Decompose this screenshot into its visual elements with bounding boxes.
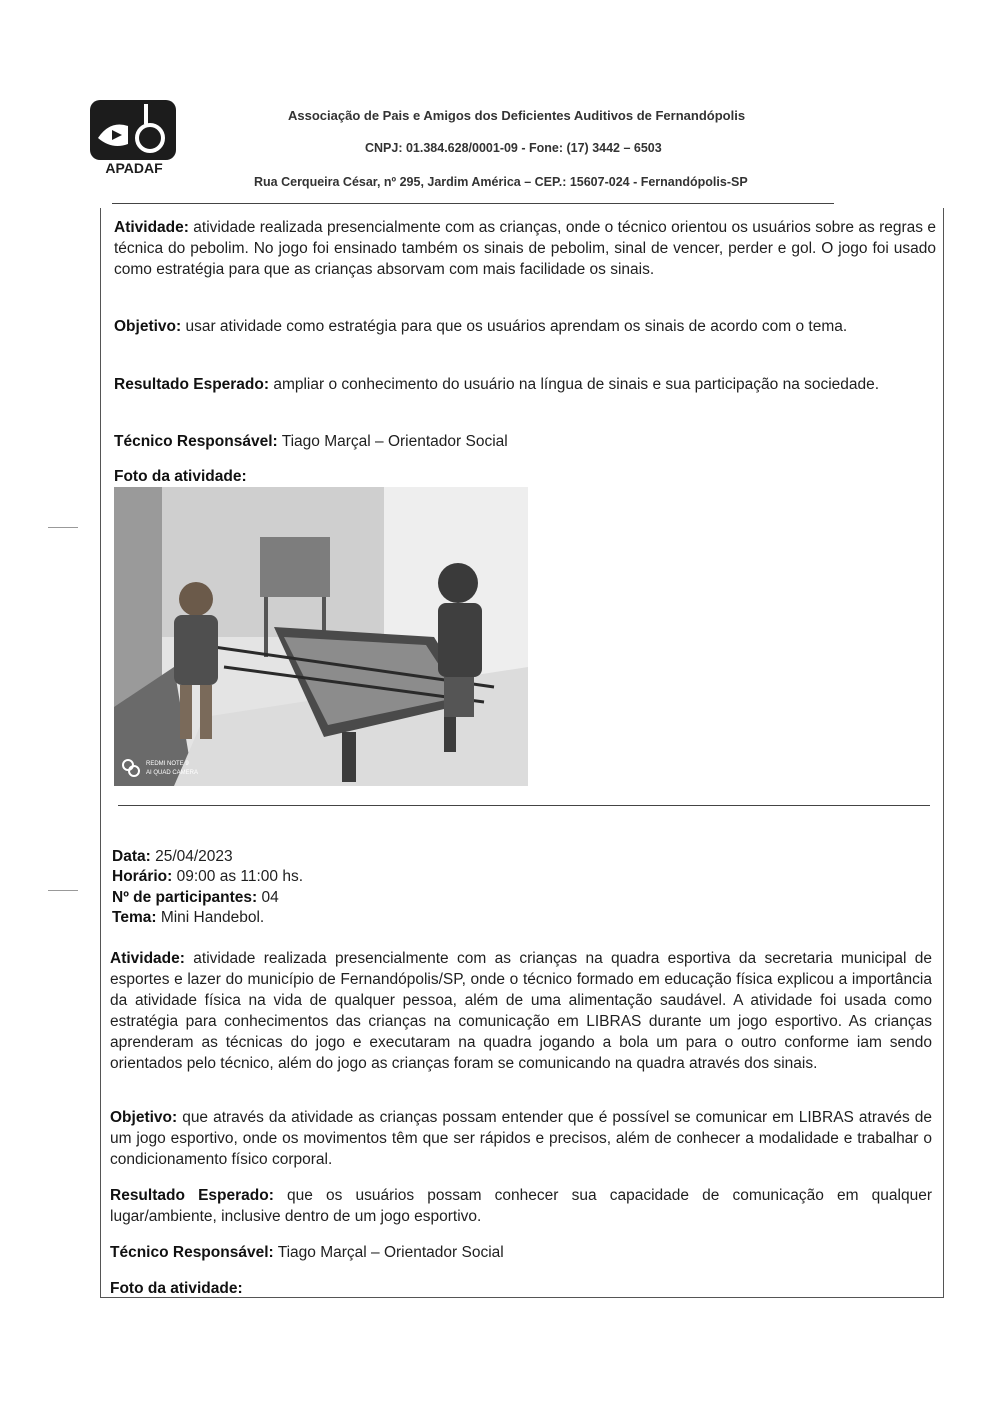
activity1-technician	[114, 431, 508, 452]
activity2-technician	[110, 1242, 504, 1263]
atividade-text: atividade realizada presencialmente com as crianças na quadra esportiva da secretaria municipal de esportes e lazer do município de Fernandópolis/SP, onde o técnico formado em educação física explicou a importância da atividade física na vida de qualquer pessoa, além de uma alimentação saudável. A atividade foi usada como estratégia para conhecimentos das crianças na comunicação em LIBRAS durante um jogo esportivo. As crianças aprenderam as técnicas do jogo e executaram na quadra jogando a bola um para o outro conforme iam sendo orientados pelo técnico, além do jogo as crianças foram se comunicando na quadra através dos sinais.	[110, 950, 932, 1072]
activity2-photo-label: Foto da atividade:	[110, 1280, 243, 1297]
objetivo-label: Objetivo:	[110, 1109, 178, 1126]
header-divider	[112, 203, 834, 204]
activity-photo	[114, 487, 528, 786]
logo-text: APADAF	[105, 160, 163, 176]
photo-watermark-line2: AI QUAD CAMERA	[146, 770, 199, 776]
address-line: Rua Cerqueira César, nº 295, Jardim América – CEP.: 15607-024 - Fernandópolis-SP	[254, 175, 748, 189]
activity1-expected-result	[114, 374, 936, 395]
objetivo-text: usar atividade como estratégia para que os usuários aprendam os sinais de acordo com o tema.	[181, 318, 848, 335]
resultado-text: que os usuários possam conhecer sua capacidade de comunicação em qualquer lugar/ambiente, inclusive dentro de um jogo esportivo.	[110, 1187, 932, 1225]
activity1-description	[114, 217, 936, 280]
activity2-theme: Tema: Mini Handebol.	[112, 909, 265, 926]
activity2-expected-result	[110, 1185, 932, 1227]
activity1-objective	[114, 316, 936, 337]
activity2-participants: Nº de participantes: 04	[112, 889, 279, 906]
atividade-text: atividade realizada presencialmente com as crianças, onde o técnico orientou os usuários sobre as regras e técnica do pebolim. No jogo foi ensinado também os sinais de pebolim, sinal de vencer, perder e gol. O jogo foi usado como estratégia para que as crianças absorvam com mais facilidade os sinais.	[114, 219, 936, 278]
scan-edge-mark	[48, 890, 78, 891]
tecnico-text: Tiago Marçal – Orientador Social	[277, 433, 508, 450]
activity1-photo-label: Foto da atividade:	[114, 468, 247, 485]
atividade-label: Atividade:	[114, 219, 189, 236]
activity2-objective	[110, 1107, 932, 1170]
photo-divider	[118, 805, 930, 806]
tecnico-label: Técnico Responsável:	[110, 1244, 274, 1261]
tecnico-label: Técnico Responsável:	[114, 433, 278, 450]
atividade-label: Atividade:	[110, 950, 185, 967]
apadaf-logo	[88, 98, 180, 176]
photo-watermark-line1: REDMI NOTE 9	[146, 761, 189, 767]
resultado-label: Resultado Esperado:	[114, 376, 270, 393]
activity2-description	[110, 948, 932, 1074]
objetivo-text: que através da atividade as crianças possam entender que é possível se comunicar em LIBRAS através de um jogo esportivo, onde os movimentos têm que ser rápidos e precisos, além de conhecer a modalidade e trabalhar o condicionamento físico corporal.	[110, 1109, 932, 1168]
foosball-photo-illustration	[114, 487, 528, 786]
activity2-time: Horário: 09:00 as 11:00 hs.	[112, 868, 303, 885]
cnpj-phone-line: CNPJ: 01.384.628/0001-09 - Fone: (17) 3442 – 6503	[365, 141, 662, 155]
tecnico-text: Tiago Marçal – Orientador Social	[273, 1244, 504, 1261]
resultado-label: Resultado Esperado:	[110, 1187, 274, 1204]
objetivo-label: Objetivo:	[114, 318, 182, 335]
scan-edge-mark	[48, 527, 78, 528]
activity2-date: Data: 25/04/2023	[112, 848, 233, 865]
resultado-text: ampliar o conhecimento do usuário na língua de sinais e sua participação na sociedade.	[269, 376, 880, 393]
organization-name: Associação de Pais e Amigos dos Deficientes Auditivos de Fernandópolis	[288, 108, 746, 123]
